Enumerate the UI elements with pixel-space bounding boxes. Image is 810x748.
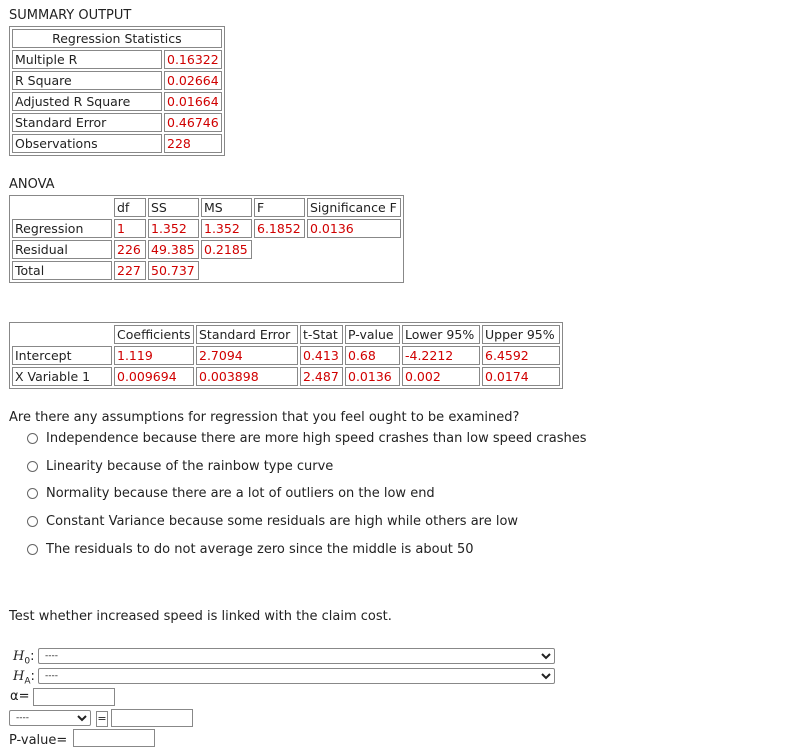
- stat-value: 0.16322: [164, 50, 222, 69]
- coef-lower: 0.002: [402, 367, 480, 386]
- question-prompt: Are there any assumptions for regression that you feel ought to be examined?: [9, 410, 520, 425]
- table-row: [12, 219, 401, 238]
- anova-table: [9, 195, 404, 283]
- summary-title: SUMMARY OUTPUT: [9, 8, 132, 23]
- coef-header: Standard Error: [196, 325, 298, 344]
- table-row: [12, 240, 401, 259]
- coef-header: P-value: [345, 325, 400, 344]
- radio-button[interactable]: [27, 461, 38, 472]
- h0-select[interactable]: [38, 648, 555, 664]
- option-normality[interactable]: [27, 484, 586, 502]
- pvalue-label: P-value=: [9, 733, 68, 748]
- table-row: [12, 367, 560, 386]
- coef-p: 0.68: [345, 346, 400, 365]
- radio-button[interactable]: [27, 433, 38, 444]
- option-label: The residuals to do not average zero since the middle is about 50: [46, 541, 474, 557]
- alpha-input[interactable]: [33, 688, 115, 706]
- anova-header-ms: MS: [201, 198, 252, 217]
- alpha-label: α=: [10, 689, 30, 704]
- coef-header: t-Stat: [300, 325, 343, 344]
- table-row: [12, 113, 222, 132]
- coef-t: 0.413: [300, 346, 343, 365]
- coef-se: 0.003898: [196, 367, 298, 386]
- anova-row-label: Total: [12, 261, 112, 280]
- coef-t: 2.487: [300, 367, 343, 386]
- anova-header-df: df: [114, 198, 146, 217]
- table-row: [12, 92, 222, 111]
- radio-button[interactable]: [27, 516, 38, 527]
- option-constant-variance[interactable]: [27, 512, 586, 530]
- radio-button[interactable]: [27, 488, 38, 499]
- table-row: [12, 261, 401, 280]
- stat-label: Multiple R: [12, 50, 162, 69]
- coef-upper: 0.0174: [482, 367, 560, 386]
- pvalue-input[interactable]: [73, 729, 155, 747]
- coef-value: 1.119: [114, 346, 194, 365]
- empty-cell: [254, 261, 305, 280]
- empty-cell: [307, 240, 401, 259]
- coefficients-table: [9, 322, 563, 389]
- h0-letter: H: [13, 649, 25, 664]
- empty-cell: [12, 325, 112, 344]
- stat-label: R Square: [12, 71, 162, 90]
- option-label: Normality because there are a lot of outliers on the low end: [46, 485, 435, 501]
- stat-label: Observations: [12, 134, 162, 153]
- anova-header-f: F: [254, 198, 305, 217]
- anova-header-ss: SS: [148, 198, 199, 217]
- ha-label: $H_A$:: [13, 669, 35, 687]
- test-prompt: Test whether increased speed is linked with the claim cost.: [9, 609, 392, 624]
- anova-df: 227: [114, 261, 146, 280]
- anova-row-label: Residual: [12, 240, 112, 259]
- empty-cell: [254, 240, 305, 259]
- regression-statistics-table: [9, 26, 225, 156]
- anova-ss: 1.352: [148, 219, 199, 238]
- radio-button[interactable]: [27, 544, 38, 555]
- coef-header: Lower 95%: [402, 325, 480, 344]
- coef-header: Coefficients: [114, 325, 194, 344]
- option-independence[interactable]: [27, 429, 586, 447]
- test-statistic-select[interactable]: [9, 710, 91, 726]
- stat-value: 0.02664: [164, 71, 222, 90]
- coef-row-label: Intercept: [12, 346, 112, 365]
- coef-row-label: X Variable 1: [12, 367, 112, 386]
- empty-cell: [307, 261, 401, 280]
- ha-subscript: A: [24, 676, 31, 687]
- anova-ms: 1.352: [201, 219, 252, 238]
- anova-title: ANOVA: [9, 177, 55, 192]
- empty-cell: [12, 198, 112, 217]
- coef-lower: -4.2212: [402, 346, 480, 365]
- coef-p: 0.0136: [345, 367, 400, 386]
- ha-letter: H: [13, 669, 25, 684]
- stat-label: Standard Error: [12, 113, 162, 132]
- stat-value: 228: [164, 134, 222, 153]
- stat-value: 0.46746: [164, 113, 222, 132]
- coef-se: 2.7094: [196, 346, 298, 365]
- h0-label: $H_0$:: [13, 649, 35, 667]
- stat-label: Adjusted R Square: [12, 92, 162, 111]
- table-row: [12, 134, 222, 153]
- equals-sign: =: [97, 712, 107, 725]
- anova-ms: 0.2185: [201, 240, 252, 259]
- anova-df: 1: [114, 219, 146, 238]
- stat-value: 0.01664: [164, 92, 222, 111]
- coef-value: 0.009694: [114, 367, 194, 386]
- table-header-row: [12, 325, 560, 344]
- coef-upper: 6.4592: [482, 346, 560, 365]
- anova-row-label: Regression: [12, 219, 112, 238]
- option-label: Constant Variance because some residuals are high while others are low: [46, 513, 519, 529]
- anova-ss: 50.737: [148, 261, 199, 280]
- table-row: [12, 50, 222, 69]
- anova-header-sig: Significance F: [307, 198, 401, 217]
- anova-ss: 49.385: [148, 240, 199, 259]
- empty-cell: [201, 261, 252, 280]
- coef-header: Upper 95%: [482, 325, 560, 344]
- anova-sig: 0.0136: [307, 219, 401, 238]
- option-residuals[interactable]: [27, 540, 586, 558]
- table-header-row: [12, 198, 401, 217]
- reg-stats-header: Regression Statistics: [12, 29, 222, 48]
- test-statistic-input[interactable]: [111, 709, 193, 727]
- table-row: [12, 346, 560, 365]
- option-label: Linearity because of the rainbow type curve: [46, 458, 334, 474]
- table-row: [12, 71, 222, 90]
- anova-f: 6.1852: [254, 219, 305, 238]
- anova-df: 226: [114, 240, 146, 259]
- option-linearity[interactable]: [27, 457, 586, 475]
- option-label: Independence because there are more high speed crashes than low speed crashes: [46, 430, 587, 446]
- ha-select[interactable]: [38, 668, 555, 684]
- answer-options: [27, 429, 586, 558]
- h0-subscript: 0: [24, 656, 31, 667]
